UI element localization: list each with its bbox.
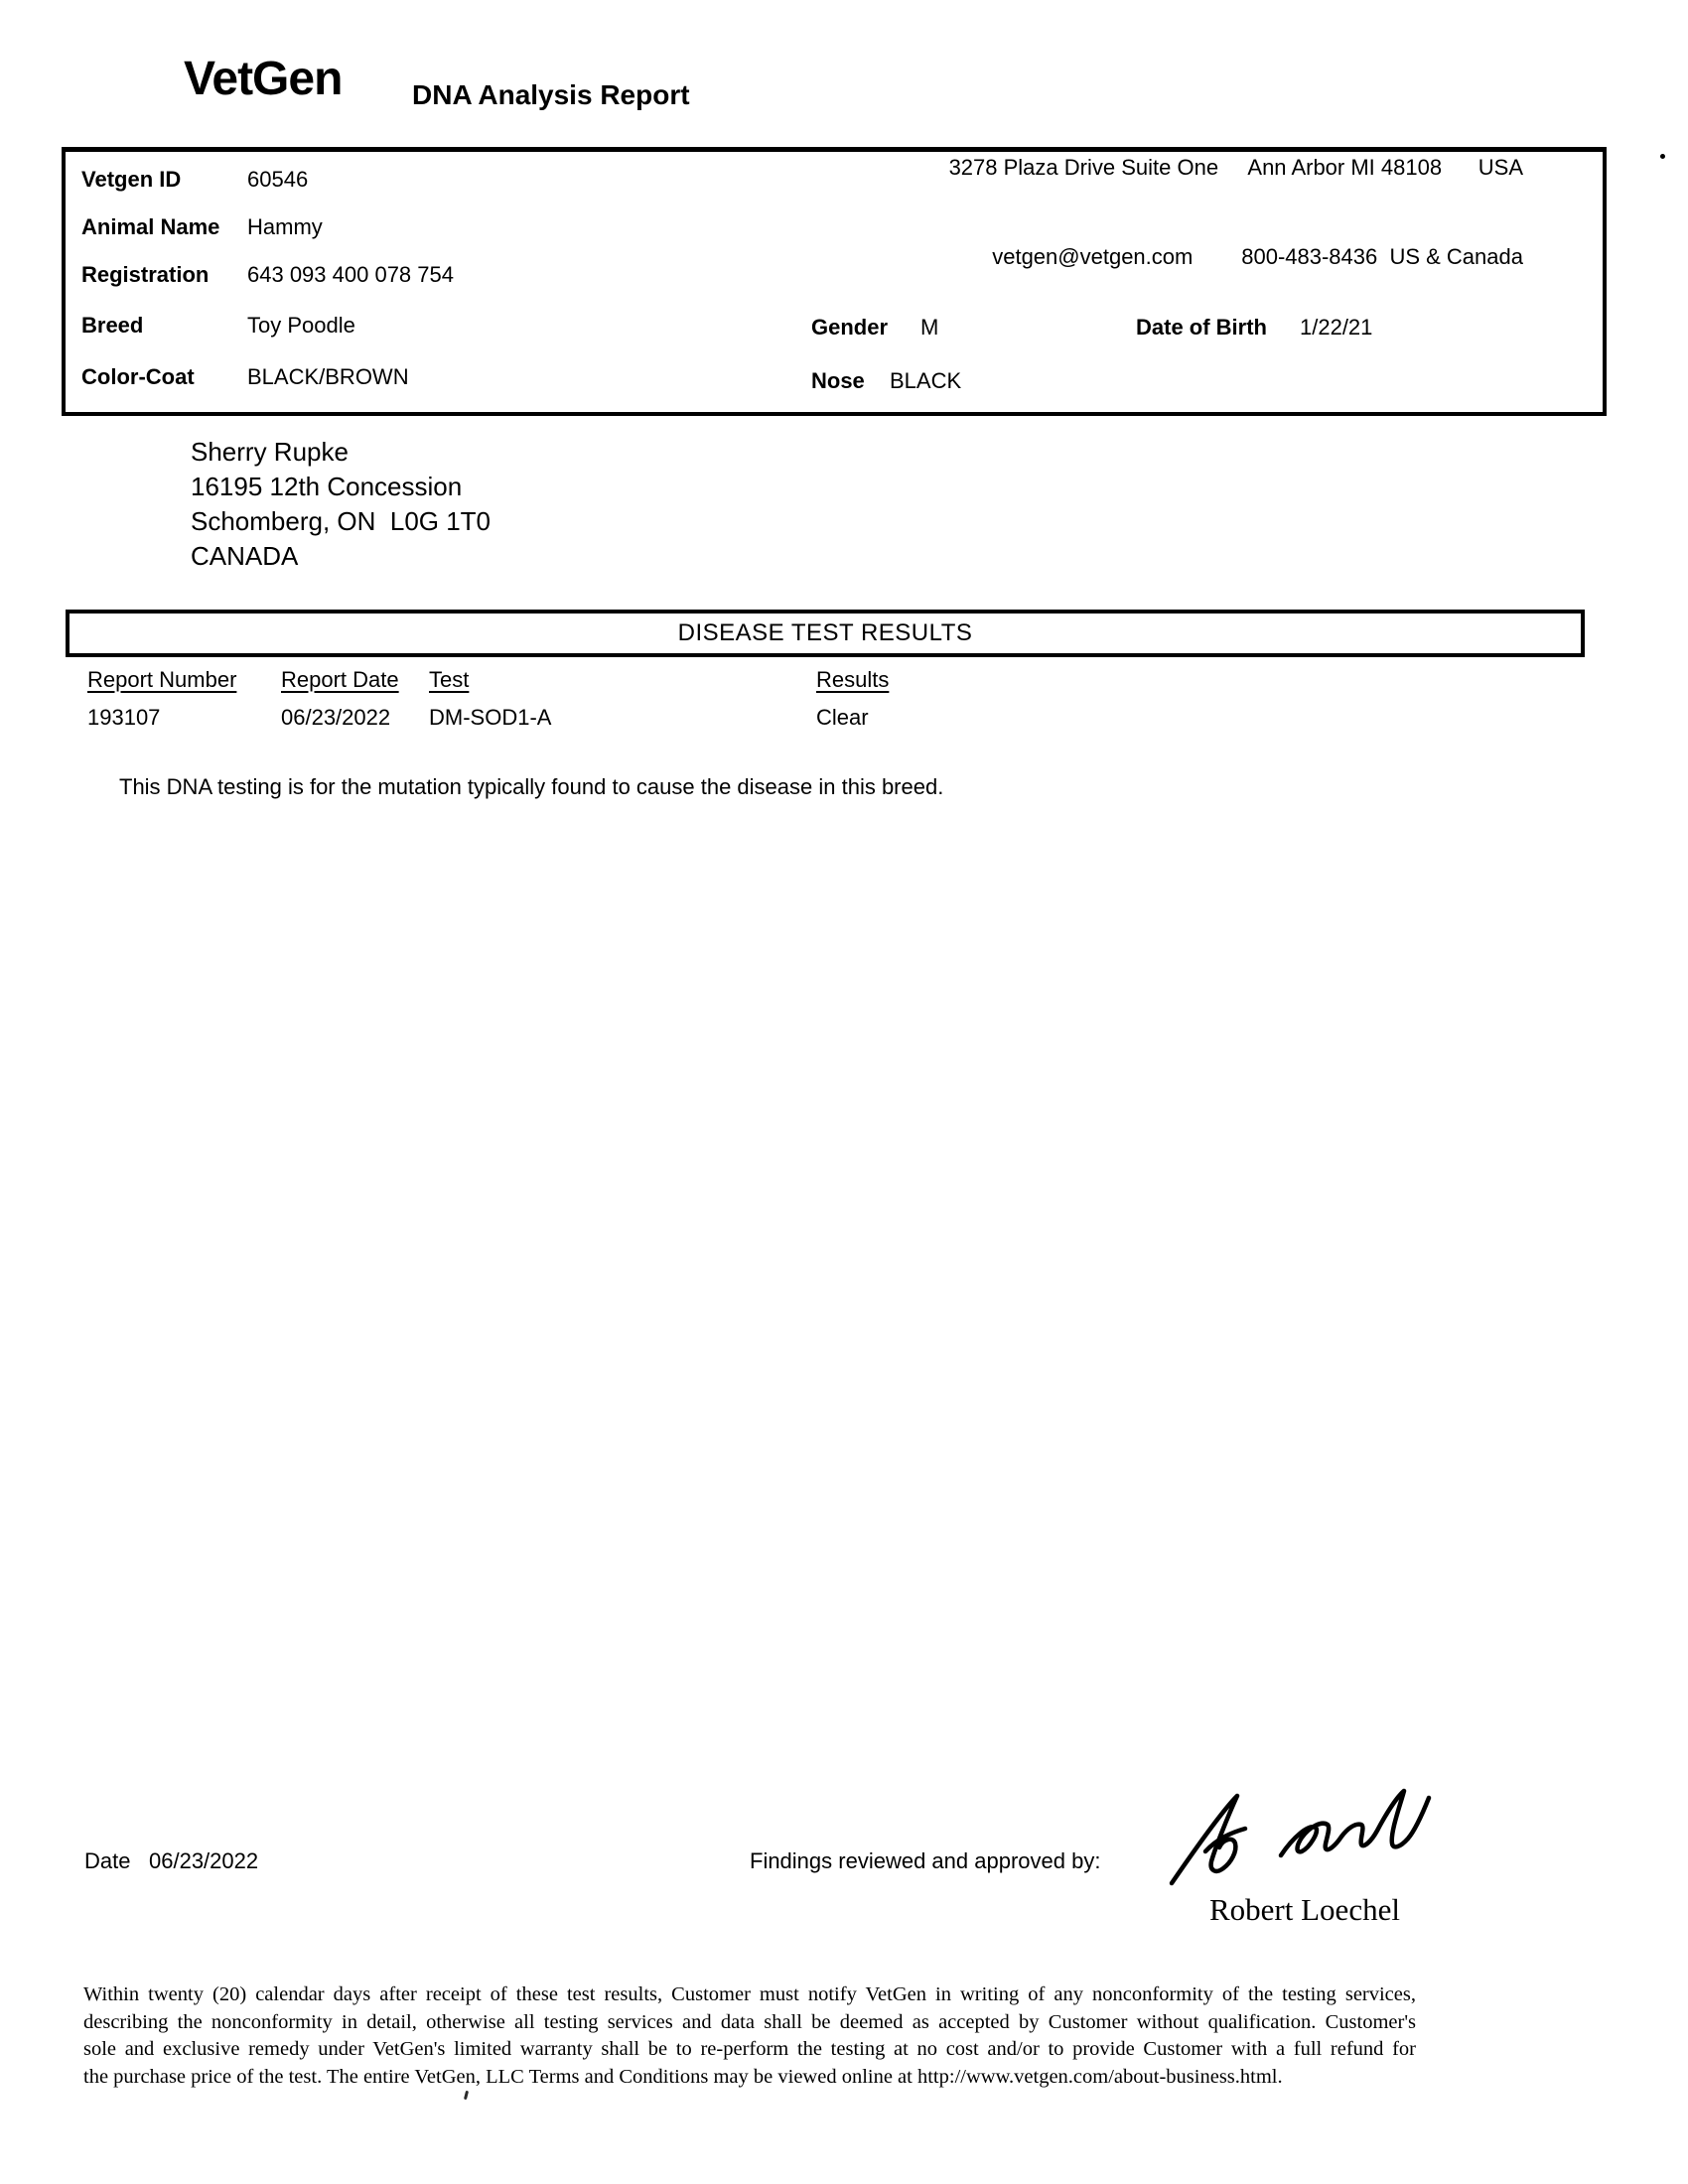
animal-name-label: Animal Name	[81, 214, 220, 239]
color-coat-value: BLACK/BROWN	[247, 364, 409, 389]
nose-label: Nose	[811, 368, 865, 393]
owner-name: Sherry Rupke	[191, 437, 349, 467]
scan-artifact-mark	[464, 2091, 469, 2100]
terms-line: Within twenty (20) calendar days after receipt of these test results, Customer must notify VetGen in writing of any nonconformity of the testing services,	[83, 1983, 1416, 2005]
terms-paragraph	[83, 1981, 1416, 2091]
page-title: DNA Analysis Report	[412, 79, 690, 110]
owner-city-line: Schomberg, ON L0G 1T0	[191, 506, 492, 536]
owner-address-block	[191, 435, 491, 574]
date-of-birth-label: Date of Birth	[1136, 315, 1267, 340]
owner-street: 16195 12th Concession	[191, 472, 463, 501]
vetgen-logo: VetGen	[184, 53, 343, 105]
registration-value: 643 093 400 078 754	[247, 262, 454, 287]
cell-result: Clear	[816, 705, 869, 730]
col-header-report-number: Report Number	[87, 667, 237, 692]
cell-test: DM-SOD1-A	[429, 705, 552, 730]
date-of-birth-value: 1/22/21	[1300, 315, 1373, 340]
gender-label: Gender	[811, 315, 889, 340]
approver-name: Robert Loechel	[1209, 1892, 1400, 1927]
nose-value: BLACK	[890, 368, 962, 393]
section-title: DISEASE TEST RESULTS	[677, 619, 973, 646]
animal-name-value: Hammy	[247, 214, 323, 239]
owner-country: CANADA	[191, 541, 299, 571]
signature-scrawl-icon	[1164, 1785, 1434, 1894]
scan-artifact-dot	[1660, 154, 1665, 159]
findings-approved-label: Findings reviewed and approved by:	[750, 1848, 1101, 1873]
company-address-line: 3278 Plaza Drive Suite One Ann Arbor MI 48108 USA	[948, 155, 1523, 180]
disease-test-results-header	[66, 610, 1585, 657]
registration-label: Registration	[81, 262, 210, 287]
vetgen-id-label: Vetgen ID	[81, 167, 182, 192]
gender-value: M	[920, 315, 939, 340]
col-header-report-date: Report Date	[281, 667, 399, 692]
company-contact-line: vetgen@vetgen.com 800-483-8436 US & Canada	[992, 244, 1523, 269]
animal-info-box	[62, 147, 1607, 416]
col-header-results: Results	[816, 667, 890, 692]
terms-line: describing the nonconformity in detail, otherwise all testing services and data shall be deemed as accepted by Customer without qualification. Customer's	[83, 2010, 1416, 2033]
date-value: 06/23/2022	[149, 1848, 259, 1873]
col-header-test: Test	[429, 667, 470, 692]
vetgen-id-value: 60546	[247, 167, 309, 192]
terms-line: the purchase price of the test. The entire VetGen, LLC Terms and Conditions may be viewed online at http://www.vetgen.com/about-business.html.	[83, 2065, 1283, 2088]
test-note: This DNA testing is for the mutation typically found to cause the disease in this breed.	[119, 774, 944, 799]
terms-line: sole and exclusive remedy under VetGen's limited warranty shall be to re-perform the testing at no cost and/or to provide Customer with a full refund for	[83, 2038, 1416, 2060]
cell-report-date: 06/23/2022	[281, 705, 391, 730]
breed-value: Toy Poodle	[247, 313, 355, 338]
cell-report-number: 193107	[87, 705, 161, 730]
date-label: Date	[84, 1848, 131, 1873]
color-coat-label: Color-Coat	[81, 364, 195, 389]
breed-label: Breed	[81, 313, 144, 338]
